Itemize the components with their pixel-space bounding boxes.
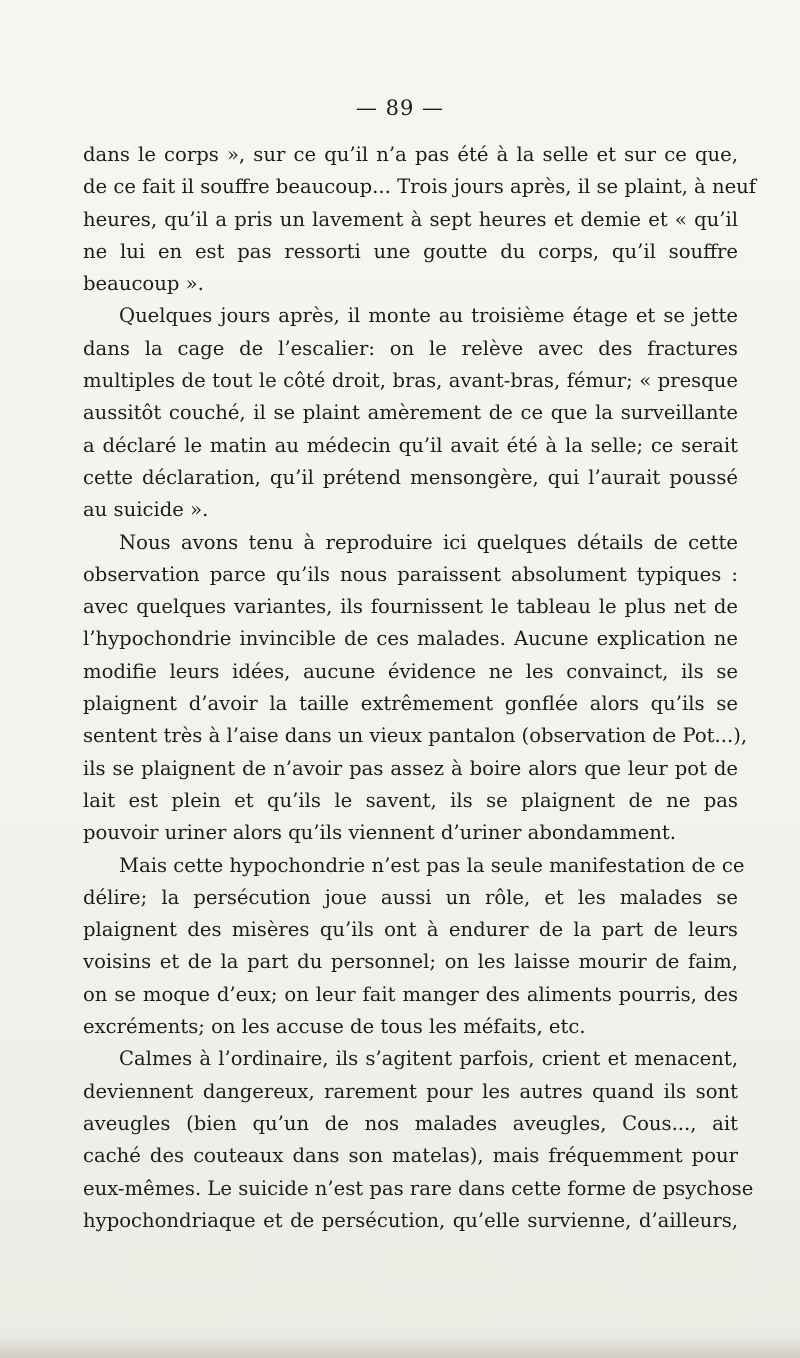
text-line: ils se plaignent de n’avoir pas assez à boire alors que leur pot de [83, 756, 738, 780]
text-line: modifie leurs idées, aucune évidence ne les convainct, ils se [83, 659, 738, 683]
text-line: observation parce qu’ils nous paraissent absolument typiques : [83, 562, 738, 586]
text-line: Calmes à l’ordinaire, ils s’agitent parfois, crient et menacent, [119, 1047, 738, 1071]
paragraph-1 [83, 139, 757, 300]
text-line: délire; la persécution joue aussi un rôle, et les malades se [83, 885, 738, 909]
text-line: Quelques jours après, il monte au troisième étage et se jette [119, 304, 738, 328]
text-line: Mais cette hypochondrie n’est pas la seule manifestation de ce [119, 853, 745, 877]
text-line: lait est plein et qu’ils le savent, ils se plaignent de ne pas [83, 788, 738, 812]
text-line: deviennent dangereux, rarement pour les autres quand ils sont [83, 1079, 738, 1103]
text-line: au suicide ». [83, 498, 209, 522]
text-line: dans la cage de l’escalier: on le relève avec des fractures [83, 336, 738, 360]
text-line: excréments; on les accuse de tous les méfaits, etc. [83, 1015, 586, 1039]
text-line: caché des couteaux dans son matelas), mais fréquemment pour [83, 1144, 738, 1168]
text-line: multiples de tout le côté droit, bras, avant-bras, fémur; « presque [83, 369, 738, 393]
text-line: a déclaré le matin au médecin qu’il avait été à la selle; ce serait [83, 433, 738, 457]
page-bottom-edge [0, 1336, 800, 1358]
paragraph-5 [83, 1043, 754, 1237]
paragraph-3 [83, 527, 748, 850]
text-line: plaignent des misères qu’ils ont à endurer de la part de leurs [83, 918, 738, 942]
text-line: l’hypochondrie invincible de ces malades. Aucune explication ne [83, 627, 738, 651]
text-line: de ce fait il souffre beaucoup... Trois jours après, il se plaint, à neuf [83, 175, 757, 199]
body-text [83, 139, 757, 1237]
text-line: beaucoup ». [83, 272, 204, 296]
text-line: on se moque d’eux; on leur fait manger des aliments pourris, des [83, 982, 738, 1006]
text-line: ne lui en est pas ressorti une goutte du corps, qu’il souffre [83, 239, 738, 263]
text-line: pouvoir uriner alors qu’ils viennent d’uriner abondamment. [83, 821, 677, 845]
text-line: plaignent d’avoir la taille extrêmement gonflée alors qu’ils se [83, 692, 738, 716]
text-line: Nous avons tenu à reproduire ici quelques détails de cette [119, 530, 738, 554]
paragraph-2 [83, 300, 738, 526]
paragraph-4 [83, 850, 745, 1044]
text-line: aussitôt couché, il se plaint amèrement de ce que la surveillante [83, 401, 738, 425]
text-line: dans le corps », sur ce qu’il n’a pas été à la selle et sur ce que, [83, 143, 738, 166]
text-line: voisins et de la part du personnel; on les laisse mourir de faim, [83, 950, 738, 974]
text-line: cette déclaration, qu’il prétend mensongère, qui l’aurait poussé [83, 465, 738, 489]
text-line: sentent très à l’aise dans un vieux pantalon (observation de Pot...), [83, 724, 748, 748]
text-line: avec quelques variantes, ils fournissent le tableau le plus net de [83, 595, 738, 619]
text-line: heures, qu’il a pris un lavement à sept heures et demie et « qu’il [83, 207, 738, 231]
text-line: aveugles (bien qu’un de nos malades aveugles, Cous..., ait [83, 1111, 738, 1135]
text-line: eux-mêmes. Le suicide n’est pas rare dans cette forme de psychose [83, 1176, 754, 1200]
page-number: — 89 — [355, 96, 445, 120]
text-line: hypochondriaque et de persécution, qu’elle survienne, d’ailleurs, [83, 1208, 738, 1232]
